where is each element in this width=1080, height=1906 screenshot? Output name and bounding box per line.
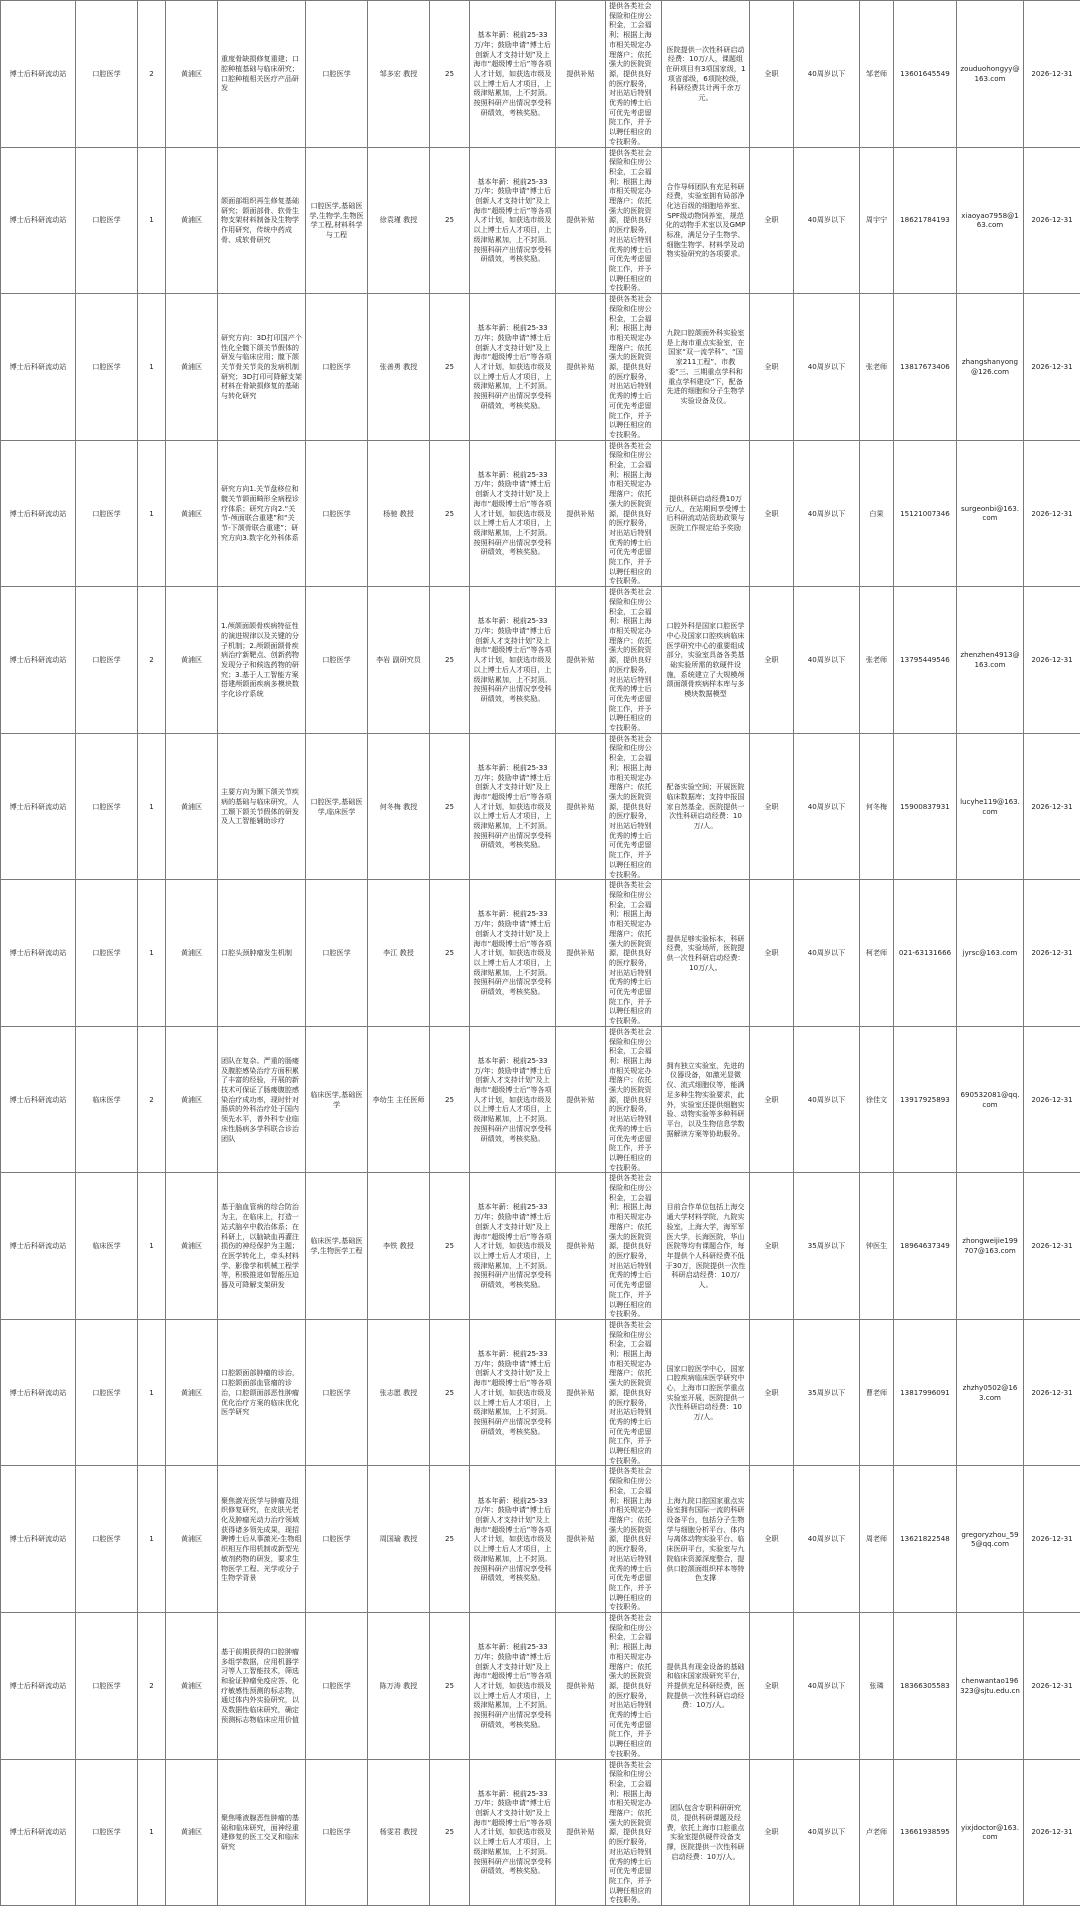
age-cell: 25 — [430, 1, 470, 148]
welfare-cell: 提供各类社会保险和住房公积金，工会福利；根据上海市相关规定办理落户；依托强大的医院资源，提供良好的医疗服务，对出站后特别优秀的博士后可优先考虑留院工作，并予以聘任相应的专技职务。 — [606, 587, 662, 734]
email-cell: jyrsc@163.com — [957, 880, 1024, 1027]
age-limit-cell: 40周岁以下 — [794, 147, 860, 294]
research-direction-cell: 团队在复杂、严重的肠瘘及腹腔感染治疗方面积累了丰富的经验，开展的新技术可保证了肠瘘腹腔感染治疗成功率，现时针对肠质的外科治疗处于国内领先水平，普外科专业临床性肠病多学科联合诊治团队 — [218, 1026, 306, 1173]
age-limit-cell: 35周岁以下 — [794, 1319, 860, 1466]
welfare-cell: 提供各类社会保险和住房公积金，工会福利；根据上海市相关规定办理落户；依托强大的医院资源，提供良好的医疗服务，对出站后特别优秀的博士后可优先考虑留院工作，并予以聘任相应的专技职务。 — [606, 147, 662, 294]
subsidy-cell: 提供补贴 — [556, 1759, 606, 1906]
table-row — [1, 1026, 1080, 1173]
count-cell: 2 — [138, 1026, 166, 1173]
research-direction-cell: 口腔头颈肿瘤发生机制 — [218, 880, 306, 1027]
table-row — [1, 294, 1080, 441]
discipline-cell: 口腔医学 — [76, 733, 138, 880]
age-limit-cell: 35周岁以下 — [794, 1173, 860, 1320]
salary-cell: 基本年薪：税前25-33万/年；鼓励申请“博士后创新人才支持计划”及上海市“超级博士后”等各项人才计划，如获选市级及以上博士后人才项目，上级津贴累加，上不封顶。按照科研产出情况享受科研绩效，考核奖励。 — [470, 147, 556, 294]
table-row — [1, 1466, 1080, 1613]
job-type-cell: 全职 — [750, 1026, 794, 1173]
research-condition-cell: 合作导师团队有充足科研经费，实验室拥有局部净化达百级的细胞培养室、SPF级动物饲养室，规范化的动物手术室以及GMP标准，满足分子生物学、细胞生物学、材料学及动物实验研究的各项要求。 — [662, 147, 750, 294]
phone-cell: 15121007346 — [894, 440, 957, 587]
major-cell: 临床医学,基础医学,生物医学工程 — [306, 1173, 368, 1320]
subsidy-cell: 提供补贴 — [556, 1, 606, 148]
research-condition-cell: 上海九院口腔国家重点实验室拥有国际一流的科研设备平台，包括分子生物学与细胞分析平台、体内与离体动物实验平台、临床医研平台，实验室与九院临床资源深度整合，提供口腔颌面组织样本等特色支撑 — [662, 1466, 750, 1613]
major-cell: 口腔医学 — [306, 1319, 368, 1466]
subsidy-cell: 提供补贴 — [556, 880, 606, 1027]
phone-cell: 13621822548 — [894, 1466, 957, 1613]
salary-cell: 基本年薪：税前25-33万/年；鼓励申请“博士后创新人才支持计划”及上海市“超级博士后”等各项人才计划，如获选市级及以上博士后人才项目，上级津贴累加，上不封顶。按照科研产出情况享受科研绩效，考核奖励。 — [470, 440, 556, 587]
research-direction-cell: 基于脑血管病的综合防治为主，在临床上，打造一站式脑卒中救治体系；在科研上，以脑缺血再灌注损伤的神经保护为主题；在医学转化上，牵头材料学、影像学和机械工程学等，积极推进如智能压迫器及可降解支架研发 — [218, 1173, 306, 1320]
welfare-cell: 提供各类社会保险和住房公积金，工会福利；根据上海市相关规定办理落户；依托强大的医院资源，提供良好的医疗服务，对出站后特别优秀的博士后可优先考虑留院工作，并予以聘任相应的专技职务。 — [606, 1173, 662, 1320]
major-cell: 口腔医学 — [306, 587, 368, 734]
phone-cell: 13917925893 — [894, 1026, 957, 1173]
tutor-cell: 何冬梅 教授 — [368, 733, 430, 880]
welfare-cell: 提供各类社会保险和住房公积金，工会福利；根据上海市相关规定办理落户；依托强大的医院资源，提供良好的医疗服务，对出站后特别优秀的博士后可优先考虑留院工作，并予以聘任相应的专技职务。 — [606, 1319, 662, 1466]
research-direction-cell: 研究方向1.关节盘移位和髋关节颌面畸形全病程诊疗体系；研究方向2.“关节-颅面联合重建”和“关节-下颌骨联合重建”；研究方向3.数字化外科体系 — [218, 440, 306, 587]
deadline-cell: 2026-12-31 — [1024, 587, 1080, 734]
table-row — [1, 880, 1080, 1027]
count-cell: 1 — [138, 880, 166, 1027]
email-cell: gregoryzhou_595@qq.com — [957, 1466, 1024, 1613]
phone-cell: 15900837931 — [894, 733, 957, 880]
age-cell: 25 — [430, 1466, 470, 1613]
major-cell: 口腔医学 — [306, 1, 368, 148]
contact-cell: 张老师 — [860, 587, 894, 734]
research-condition-cell: 提供科研启动经费10万元/人，在站期间享受博士后科研流动站资助政策与医院工作规定给予奖励 — [662, 440, 750, 587]
salary-cell: 基本年薪：税前25-33万/年；鼓励申请“博士后创新人才支持计划”及上海市“超级博士后”等各项人才计划，如获选市级及以上博士后人才项目，上级津贴累加，上不封顶。按照科研产出情况享受科研绩效，考核奖励。 — [470, 1173, 556, 1320]
deadline-cell: 2026-12-31 — [1024, 1173, 1080, 1320]
welfare-cell: 提供各类社会保险和住房公积金，工会福利；根据上海市相关规定办理落户；依托强大的医院资源，提供良好的医疗服务，对出站后特别优秀的博士后可优先考虑留院工作，并予以聘任相应的专技职务。 — [606, 1613, 662, 1760]
table-row — [1, 1759, 1080, 1906]
subsidy-cell: 提供补贴 — [556, 440, 606, 587]
job-type-cell: 全职 — [750, 1613, 794, 1760]
contact-cell: 柯老师 — [860, 880, 894, 1027]
district-cell: 黄浦区 — [166, 1613, 218, 1760]
welfare-cell: 提供各类社会保险和住房公积金，工会福利；根据上海市相关规定办理落户；依托强大的医院资源，提供良好的医疗服务，对出站后特别优秀的博士后可优先考虑留院工作，并予以聘任相应的专技职务。 — [606, 440, 662, 587]
age-cell: 25 — [430, 1026, 470, 1173]
major-cell: 口腔医学,基础医学,生物学,生物医学工程,材料科学与工程 — [306, 147, 368, 294]
discipline-cell: 口腔医学 — [76, 1466, 138, 1613]
job-type-cell: 全职 — [750, 1319, 794, 1466]
district-cell: 黄浦区 — [166, 147, 218, 294]
discipline-cell: 口腔医学 — [76, 294, 138, 441]
email-cell: xiaoyao7958@163.com — [957, 147, 1024, 294]
phone-cell: 021-63131666 — [894, 880, 957, 1027]
job-type-cell: 全职 — [750, 1759, 794, 1906]
phone-cell: 13817673406 — [894, 294, 957, 441]
tutor-cell: 李江 教授 — [368, 880, 430, 1027]
subsidy-cell: 提供补贴 — [556, 294, 606, 441]
job-type-cell: 全职 — [750, 1466, 794, 1613]
tutor-cell: 李铁 教授 — [368, 1173, 430, 1320]
job-type-cell: 全职 — [750, 880, 794, 1027]
unit-type-cell: 博士后科研流动站 — [1, 147, 76, 294]
research-condition-cell: 口腔外科是国家口腔医学中心及国家口腔疾病临床医学研究中心的重要组成部分，实验室具备各类基础实验所需的软硬件设施，系统建立了大规模颅颌面颌骨疾病样本库与多模块数据模型 — [662, 587, 750, 734]
count-cell: 1 — [138, 294, 166, 441]
district-cell: 黄浦区 — [166, 440, 218, 587]
unit-type-cell: 博士后科研流动站 — [1, 1026, 76, 1173]
age-cell: 25 — [430, 1759, 470, 1906]
subsidy-cell: 提供补贴 — [556, 587, 606, 734]
phone-cell: 13601645549 — [894, 1, 957, 148]
discipline-cell: 口腔医学 — [76, 1613, 138, 1760]
age-limit-cell: 40周岁以下 — [794, 1026, 860, 1173]
deadline-cell: 2026-12-31 — [1024, 1319, 1080, 1466]
count-cell: 1 — [138, 1466, 166, 1613]
research-direction-cell: 颌面部组织再生修复基础研究；颌面部骨、软骨生物支架材料制备及生物学作用研究，传统中药成骨、成软骨研究 — [218, 147, 306, 294]
unit-type-cell: 博士后科研流动站 — [1, 1173, 76, 1320]
table-row — [1, 587, 1080, 734]
tutor-cell: 李岩 副研究员 — [368, 587, 430, 734]
deadline-cell: 2026-12-31 — [1024, 733, 1080, 880]
table-row — [1, 1173, 1080, 1320]
deadline-cell: 2026-12-31 — [1024, 1026, 1080, 1173]
unit-type-cell: 博士后科研流动站 — [1, 1, 76, 148]
deadline-cell: 2026-12-31 — [1024, 1, 1080, 148]
discipline-cell: 口腔医学 — [76, 1759, 138, 1906]
district-cell: 黄浦区 — [166, 587, 218, 734]
major-cell: 口腔医学,基础医学,临床医学 — [306, 733, 368, 880]
major-cell: 口腔医学 — [306, 880, 368, 1027]
job-type-cell: 全职 — [750, 587, 794, 734]
research-direction-cell: 研究方向：3D打印国产个性化全髋下颌关节假体的研发与临床应用；髋下颌关节骨关节炎的发病机制研究；3D打印可降解支架材料在骨缺损修复的基础与转化研究 — [218, 294, 306, 441]
unit-type-cell: 博士后科研流动站 — [1, 1613, 76, 1760]
district-cell: 黄浦区 — [166, 1026, 218, 1173]
district-cell: 黄浦区 — [166, 294, 218, 441]
salary-cell: 基本年薪：税前25-33万/年；鼓励申请“博士后创新人才支持计划”及上海市“超级博士后”等各项人才计划，如获选市级及以上博士后人才项目，上级津贴累加，上不封顶。按照科研产出情况享受科研绩效，考核奖励。 — [470, 880, 556, 1027]
phone-cell: 18964637349 — [894, 1173, 957, 1320]
unit-type-cell: 博士后科研流动站 — [1, 440, 76, 587]
count-cell: 2 — [138, 1, 166, 148]
phone-cell: 18621784193 — [894, 147, 957, 294]
salary-cell: 基本年薪：税前25-33万/年；鼓励申请“博士后创新人才支持计划”及上海市“超级博士后”等各项人才计划，如获选市级及以上博士后人才项目，上级津贴累加，上不封顶。按照科研产出情况享受科研绩效，考核奖励。 — [470, 733, 556, 880]
tutor-cell: 杨雯君 教授 — [368, 1759, 430, 1906]
count-cell: 1 — [138, 1173, 166, 1320]
research-condition-cell: 配备实验空间；开展医院临床数据库；支持申报国家自然基金，医院提供一次性科研启动经费：10万/人。 — [662, 733, 750, 880]
email-cell: lucyhe119@163.com — [957, 733, 1024, 880]
tutor-cell: 徐袁瑾 教授 — [368, 147, 430, 294]
discipline-cell: 口腔医学 — [76, 880, 138, 1027]
unit-type-cell: 博士后科研流动站 — [1, 1466, 76, 1613]
unit-type-cell: 博士后科研流动站 — [1, 1759, 76, 1906]
deadline-cell: 2026-12-31 — [1024, 147, 1080, 294]
district-cell: 黄浦区 — [166, 1759, 218, 1906]
age-cell: 25 — [430, 733, 470, 880]
research-direction-cell: 重度骨缺损修复重建；口腔种植基础与临床研究；口腔种植相关医疗产品研发 — [218, 1, 306, 148]
research-condition-cell: 目前合作单位包括上海交通大学材料学院，九院实验室，上海大学，海军军医大学，长海医院，华山医院等均有课题合作，每年提供个人科研经费不低于30万，医院提供一次性科研启动经费：10万/人。 — [662, 1173, 750, 1320]
research-direction-cell: 1.颅颌面颌骨疾病特征性的演进规律以及关键的分子机制；2.颅颌面颌骨疾病治疗新靶点、创新药物发现分子和候选药物的研究；3.基于人工智能方案搭建颅颌面疾病多模块数字化诊疗系统 — [218, 587, 306, 734]
contact-cell: 张老师 — [860, 294, 894, 441]
age-limit-cell: 40周岁以下 — [794, 440, 860, 587]
age-limit-cell: 40周岁以下 — [794, 1759, 860, 1906]
age-limit-cell: 40周岁以下 — [794, 880, 860, 1027]
age-limit-cell: 40周岁以下 — [794, 294, 860, 441]
research-condition-cell: 医院提供一次性科研启动经费：10万/人，课题组在研项目有3项国家级，1项省部级，6项院校级，科研经费共计两千余万元。 — [662, 1, 750, 148]
email-cell: zhzhy0502@163.com — [957, 1319, 1024, 1466]
contact-cell: 周老师 — [860, 1466, 894, 1613]
table-row — [1, 147, 1080, 294]
email-cell: chenwantao196323@sjtu.edu.cn — [957, 1613, 1024, 1760]
welfare-cell: 提供各类社会保险和住房公积金，工会福利；根据上海市相关规定办理落户；依托强大的医院资源，提供良好的医疗服务，对出站后特别优秀的博士后可优先考虑留院工作，并予以聘任相应的专技职务。 — [606, 733, 662, 880]
deadline-cell: 2026-12-31 — [1024, 880, 1080, 1027]
job-type-cell: 全职 — [750, 1173, 794, 1320]
age-limit-cell: 40周岁以下 — [794, 733, 860, 880]
email-cell: zouduohongyy@163.com — [957, 1, 1024, 148]
count-cell: 1 — [138, 440, 166, 587]
subsidy-cell: 提供补贴 — [556, 1026, 606, 1173]
welfare-cell: 提供各类社会保险和住房公积金，工会福利；根据上海市相关规定办理落户；依托强大的医院资源，提供良好的医疗服务，对出站后特别优秀的博士后可优先考虑留院工作，并予以聘任相应的专技职务。 — [606, 1, 662, 148]
salary-cell: 基本年薪：税前25-33万/年；鼓励申请“博士后创新人才支持计划”及上海市“超级博士后”等各项人才计划，如获选市级及以上博士后人才项目，上级津贴累加，上不封顶。按照科研产出情况享受科研绩效，考核奖励。 — [470, 1026, 556, 1173]
tutor-cell: 邹多宏 教授 — [368, 1, 430, 148]
count-cell: 1 — [138, 147, 166, 294]
welfare-cell: 提供各类社会保险和住房公积金，工会福利；根据上海市相关规定办理落户；依托强大的医院资源，提供良好的医疗服务，对出站后特别优秀的博士后可优先考虑留院工作，并予以聘任相应的专技职务。 — [606, 294, 662, 441]
tutor-cell: 陈万涛 教授 — [368, 1613, 430, 1760]
district-cell: 黄浦区 — [166, 1319, 218, 1466]
major-cell: 口腔医学 — [306, 440, 368, 587]
welfare-cell: 提供各类社会保险和住房公积金，工会福利；根据上海市相关规定办理落户；依托强大的医院资源，提供良好的医疗服务，对出站后特别优秀的博士后可优先考虑留院工作，并予以聘任相应的专技职务。 — [606, 1466, 662, 1613]
discipline-cell: 口腔医学 — [76, 1319, 138, 1466]
discipline-cell: 临床医学 — [76, 1173, 138, 1320]
age-limit-cell: 40周岁以下 — [794, 1613, 860, 1760]
subsidy-cell: 提供补贴 — [556, 1466, 606, 1613]
research-condition-cell: 九院口腔颌面外科实验室是上海市重点实验室，在国家“双一流学科”、“国家211工程”、市教委“三、三期重点学科和重点学科建设”下，配备先进的细胞和分子生物学实验设备及仪。 — [662, 294, 750, 441]
major-cell: 临床医学,基础医学 — [306, 1026, 368, 1173]
research-direction-cell: 口腔颌面部肿瘤的诊治，口腔颌面部血管瘤的诊治，口腔颌面部恶性肿瘤优化治疗方案的临床优化医学研究 — [218, 1319, 306, 1466]
salary-cell: 基本年薪：税前25-33万/年；鼓励申请“博士后创新人才支持计划”及上海市“超级博士后”等各项人才计划，如获选市级及以上博士后人才项目，上级津贴累加，上不封顶。按照科研产出情况享受科研绩效，考核奖励。 — [470, 587, 556, 734]
phone-cell: 13795449546 — [894, 587, 957, 734]
district-cell: 黄浦区 — [166, 1466, 218, 1613]
subsidy-cell: 提供补贴 — [556, 733, 606, 880]
subsidy-cell: 提供补贴 — [556, 1319, 606, 1466]
tutor-cell: 周国瑜 教授 — [368, 1466, 430, 1613]
major-cell: 口腔医学 — [306, 294, 368, 441]
phone-cell: 13661938595 — [894, 1759, 957, 1906]
district-cell: 黄浦区 — [166, 1173, 218, 1320]
email-cell: zhongweijie199707@163.com — [957, 1173, 1024, 1320]
contact-cell: 白果 — [860, 440, 894, 587]
unit-type-cell: 博士后科研流动站 — [1, 1319, 76, 1466]
deadline-cell: 2026-12-31 — [1024, 1759, 1080, 1906]
contact-cell: 周宇宁 — [860, 147, 894, 294]
deadline-cell: 2026-12-31 — [1024, 440, 1080, 587]
table-row — [1, 1613, 1080, 1760]
district-cell: 黄浦区 — [166, 1, 218, 148]
age-limit-cell: 40周岁以下 — [794, 587, 860, 734]
deadline-cell: 2026-12-31 — [1024, 1613, 1080, 1760]
age-cell: 25 — [430, 1319, 470, 1466]
research-condition-cell: 拥有独立实验室，先进的仪器设备，如激光显微仪、流式细胞仪等，能满足多种生物实验要求，此外，实验室还提供细胞实验、动物实验等多种科研平台，以及生物信息学数据解读方案等协助服务。 — [662, 1026, 750, 1173]
unit-type-cell: 博士后科研流动站 — [1, 880, 76, 1027]
salary-cell: 基本年薪：税前25-33万/年；鼓励申请“博士后创新人才支持计划”及上海市“超级博士后”等各项人才计划，如获选市级及以上博士后人才项目，上级津贴累加，上不封顶。按照科研产出情况享受科研绩效，考核奖励。 — [470, 1613, 556, 1760]
job-type-cell: 全职 — [750, 440, 794, 587]
deadline-cell: 2026-12-31 — [1024, 1466, 1080, 1613]
count-cell: 1 — [138, 1759, 166, 1906]
salary-cell: 基本年薪：税前25-33万/年；鼓励申请“博士后创新人才支持计划”及上海市“超级博士后”等各项人才计划，如获选市级及以上博士后人才项目，上级津贴累加，上不封顶。按照科研产出情况享受科研绩效，考核奖励。 — [470, 1319, 556, 1466]
email-cell: zhenzhen4913@163.com — [957, 587, 1024, 734]
contact-cell: 卢老师 — [860, 1759, 894, 1906]
subsidy-cell: 提供补贴 — [556, 1173, 606, 1320]
welfare-cell: 提供各类社会保险和住房公积金，工会福利；根据上海市相关规定办理落户；依托强大的医院资源，提供良好的医疗服务，对出站后特别优秀的博士后可优先考虑留院工作，并予以聘任相应的专技职务。 — [606, 1759, 662, 1906]
discipline-cell: 临床医学 — [76, 1026, 138, 1173]
unit-type-cell: 博士后科研流动站 — [1, 587, 76, 734]
tutor-cell: 张志愿 教授 — [368, 1319, 430, 1466]
age-cell: 25 — [430, 294, 470, 441]
job-type-cell: 全职 — [750, 733, 794, 880]
discipline-cell: 口腔医学 — [76, 440, 138, 587]
research-condition-cell: 提供足够实验标本，科研经费，实验场所，医院提供一次性科研启动经费：10万/人。 — [662, 880, 750, 1027]
email-cell: surgeonbi@163.com — [957, 440, 1024, 587]
phone-cell: 18366305583 — [894, 1613, 957, 1760]
email-cell: zhangshanyong@126.com — [957, 294, 1024, 441]
research-condition-cell: 提供具有现金设备的基础和临床国家级研究平台，并提供充足科研经费，医院提供一次性科研启动经费：10万/人。 — [662, 1613, 750, 1760]
age-cell: 25 — [430, 1173, 470, 1320]
count-cell: 2 — [138, 587, 166, 734]
age-cell: 25 — [430, 1613, 470, 1760]
district-cell: 黄浦区 — [166, 880, 218, 1027]
age-cell: 25 — [430, 880, 470, 1027]
district-cell: 黄浦区 — [166, 733, 218, 880]
age-cell: 25 — [430, 440, 470, 587]
table-row — [1, 1, 1080, 148]
discipline-cell: 口腔医学 — [76, 147, 138, 294]
subsidy-cell: 提供补贴 — [556, 1613, 606, 1760]
salary-cell: 基本年薪：税前25-33万/年；鼓励申请“博士后创新人才支持计划”及上海市“超级博士后”等各项人才计划，如获选市级及以上博士后人才项目，上级津贴累加，上不封顶。按照科研产出情况享受科研绩效，考核奖励。 — [470, 1, 556, 148]
table-row — [1, 733, 1080, 880]
major-cell: 口腔医学 — [306, 1466, 368, 1613]
research-direction-cell: 主要方向为颞下颌关节疾病的基础与临床研究，人工颞下颌关节假体的研发及人工智能辅助诊疗 — [218, 733, 306, 880]
research-direction-cell: 聚焦激光医学与肿瘤及组织修复研究，在皮肤光老化及肿瘤光动力治疗领域获得诸多领先成果，现招聘博士后从事激光-生物组织相互作用机制或新型光敏剂药物的研发，要求生物医学工程、光学或分子生物学背景 — [218, 1466, 306, 1613]
contact-cell: 曹老师 — [860, 1319, 894, 1466]
research-condition-cell: 国家口腔医学中心，国家口腔疾病临床医学研究中心，上海市口腔医学重点实验室开展，医院提供一次性科研启动经费：10万/人。 — [662, 1319, 750, 1466]
age-limit-cell: 40周岁以下 — [794, 1, 860, 148]
age-cell: 25 — [430, 147, 470, 294]
research-condition-cell: 团队包含专职科研研究员，提供科研课题及经费，依托上海市口腔重点实验室提供硬件设备支撑，医院提供一次性科研启动经费：10万/人。 — [662, 1759, 750, 1906]
subsidy-cell: 提供补贴 — [556, 147, 606, 294]
job-type-cell: 全职 — [750, 1, 794, 148]
welfare-cell: 提供各类社会保险和住房公积金，工会福利；根据上海市相关规定办理落户；依托强大的医院资源，提供良好的医疗服务，对出站后特别优秀的博士后可优先考虑留院工作，并予以聘任相应的专技职务。 — [606, 880, 662, 1027]
salary-cell: 基本年薪：税前25-33万/年；鼓励申请“博士后创新人才支持计划”及上海市“超级博士后”等各项人才计划，如获选市级及以上博士后人才项目，上级津贴累加，上不封顶。按照科研产出情况享受科研绩效，考核奖励。 — [470, 294, 556, 441]
deadline-cell: 2026-12-31 — [1024, 294, 1080, 441]
salary-cell: 基本年薪：税前25-33万/年；鼓励申请“博士后创新人才支持计划”及上海市“超级博士后”等各项人才计划，如获选市级及以上博士后人才项目，上级津贴累加，上不封顶。按照科研产出情况享受科研绩效，考核奖励。 — [470, 1466, 556, 1613]
email-cell: 690532081@qq.com — [957, 1026, 1024, 1173]
count-cell: 1 — [138, 1319, 166, 1466]
major-cell: 口腔医学 — [306, 1759, 368, 1906]
contact-cell: 邹老师 — [860, 1, 894, 148]
discipline-cell: 口腔医学 — [76, 587, 138, 734]
table-row — [1, 1319, 1080, 1466]
welfare-cell: 提供各类社会保险和住房公积金，工会福利；根据上海市相关规定办理落户；依托强大的医院资源，提供良好的医疗服务，对出站后特别优秀的博士后可优先考虑留院工作，并予以聘任相应的专技职务。 — [606, 1026, 662, 1173]
job-type-cell: 全职 — [750, 294, 794, 441]
table-row — [1, 440, 1080, 587]
count-cell: 1 — [138, 733, 166, 880]
unit-type-cell: 博士后科研流动站 — [1, 294, 76, 441]
job-type-cell: 全职 — [750, 147, 794, 294]
research-direction-cell: 聚焦唾液腺恶性肿瘤的基础和临床研究，面神经重建修复的医工交叉和临床研究 — [218, 1759, 306, 1906]
contact-cell: 钟医生 — [860, 1173, 894, 1320]
contact-cell: 张璘 — [860, 1613, 894, 1760]
email-cell: yixjdoctor@163.com — [957, 1759, 1024, 1906]
contact-cell: 何冬梅 — [860, 733, 894, 880]
research-direction-cell: 基于前期获得的口腔肿瘤多组学数据，应用机器学习等人工智能技术，筛选和验证肿瘤免疫应答、化疗敏感性预测的标志物，通过体内外实验研究，以及数据性临床研究，确定预测标志物临床应用价值 — [218, 1613, 306, 1760]
contact-cell: 徐佳文 — [860, 1026, 894, 1173]
tutor-cell: 李幼生 主任医师 — [368, 1026, 430, 1173]
age-limit-cell: 40周岁以下 — [794, 1466, 860, 1613]
phone-cell: 13817996091 — [894, 1319, 957, 1466]
major-cell: 口腔医学 — [306, 1613, 368, 1760]
salary-cell: 基本年薪：税前25-33万/年；鼓励申请“博士后创新人才支持计划”及上海市“超级博士后”等各项人才计划，如获选市级及以上博士后人才项目，上级津贴累加，上不封顶。按照科研产出情况享受科研绩效，考核奖励。 — [470, 1759, 556, 1906]
unit-type-cell: 博士后科研流动站 — [1, 733, 76, 880]
tutor-cell: 张善勇 教授 — [368, 294, 430, 441]
count-cell: 2 — [138, 1613, 166, 1760]
tutor-cell: 杨驰 教授 — [368, 440, 430, 587]
discipline-cell: 口腔医学 — [76, 1, 138, 148]
age-cell: 25 — [430, 587, 470, 734]
